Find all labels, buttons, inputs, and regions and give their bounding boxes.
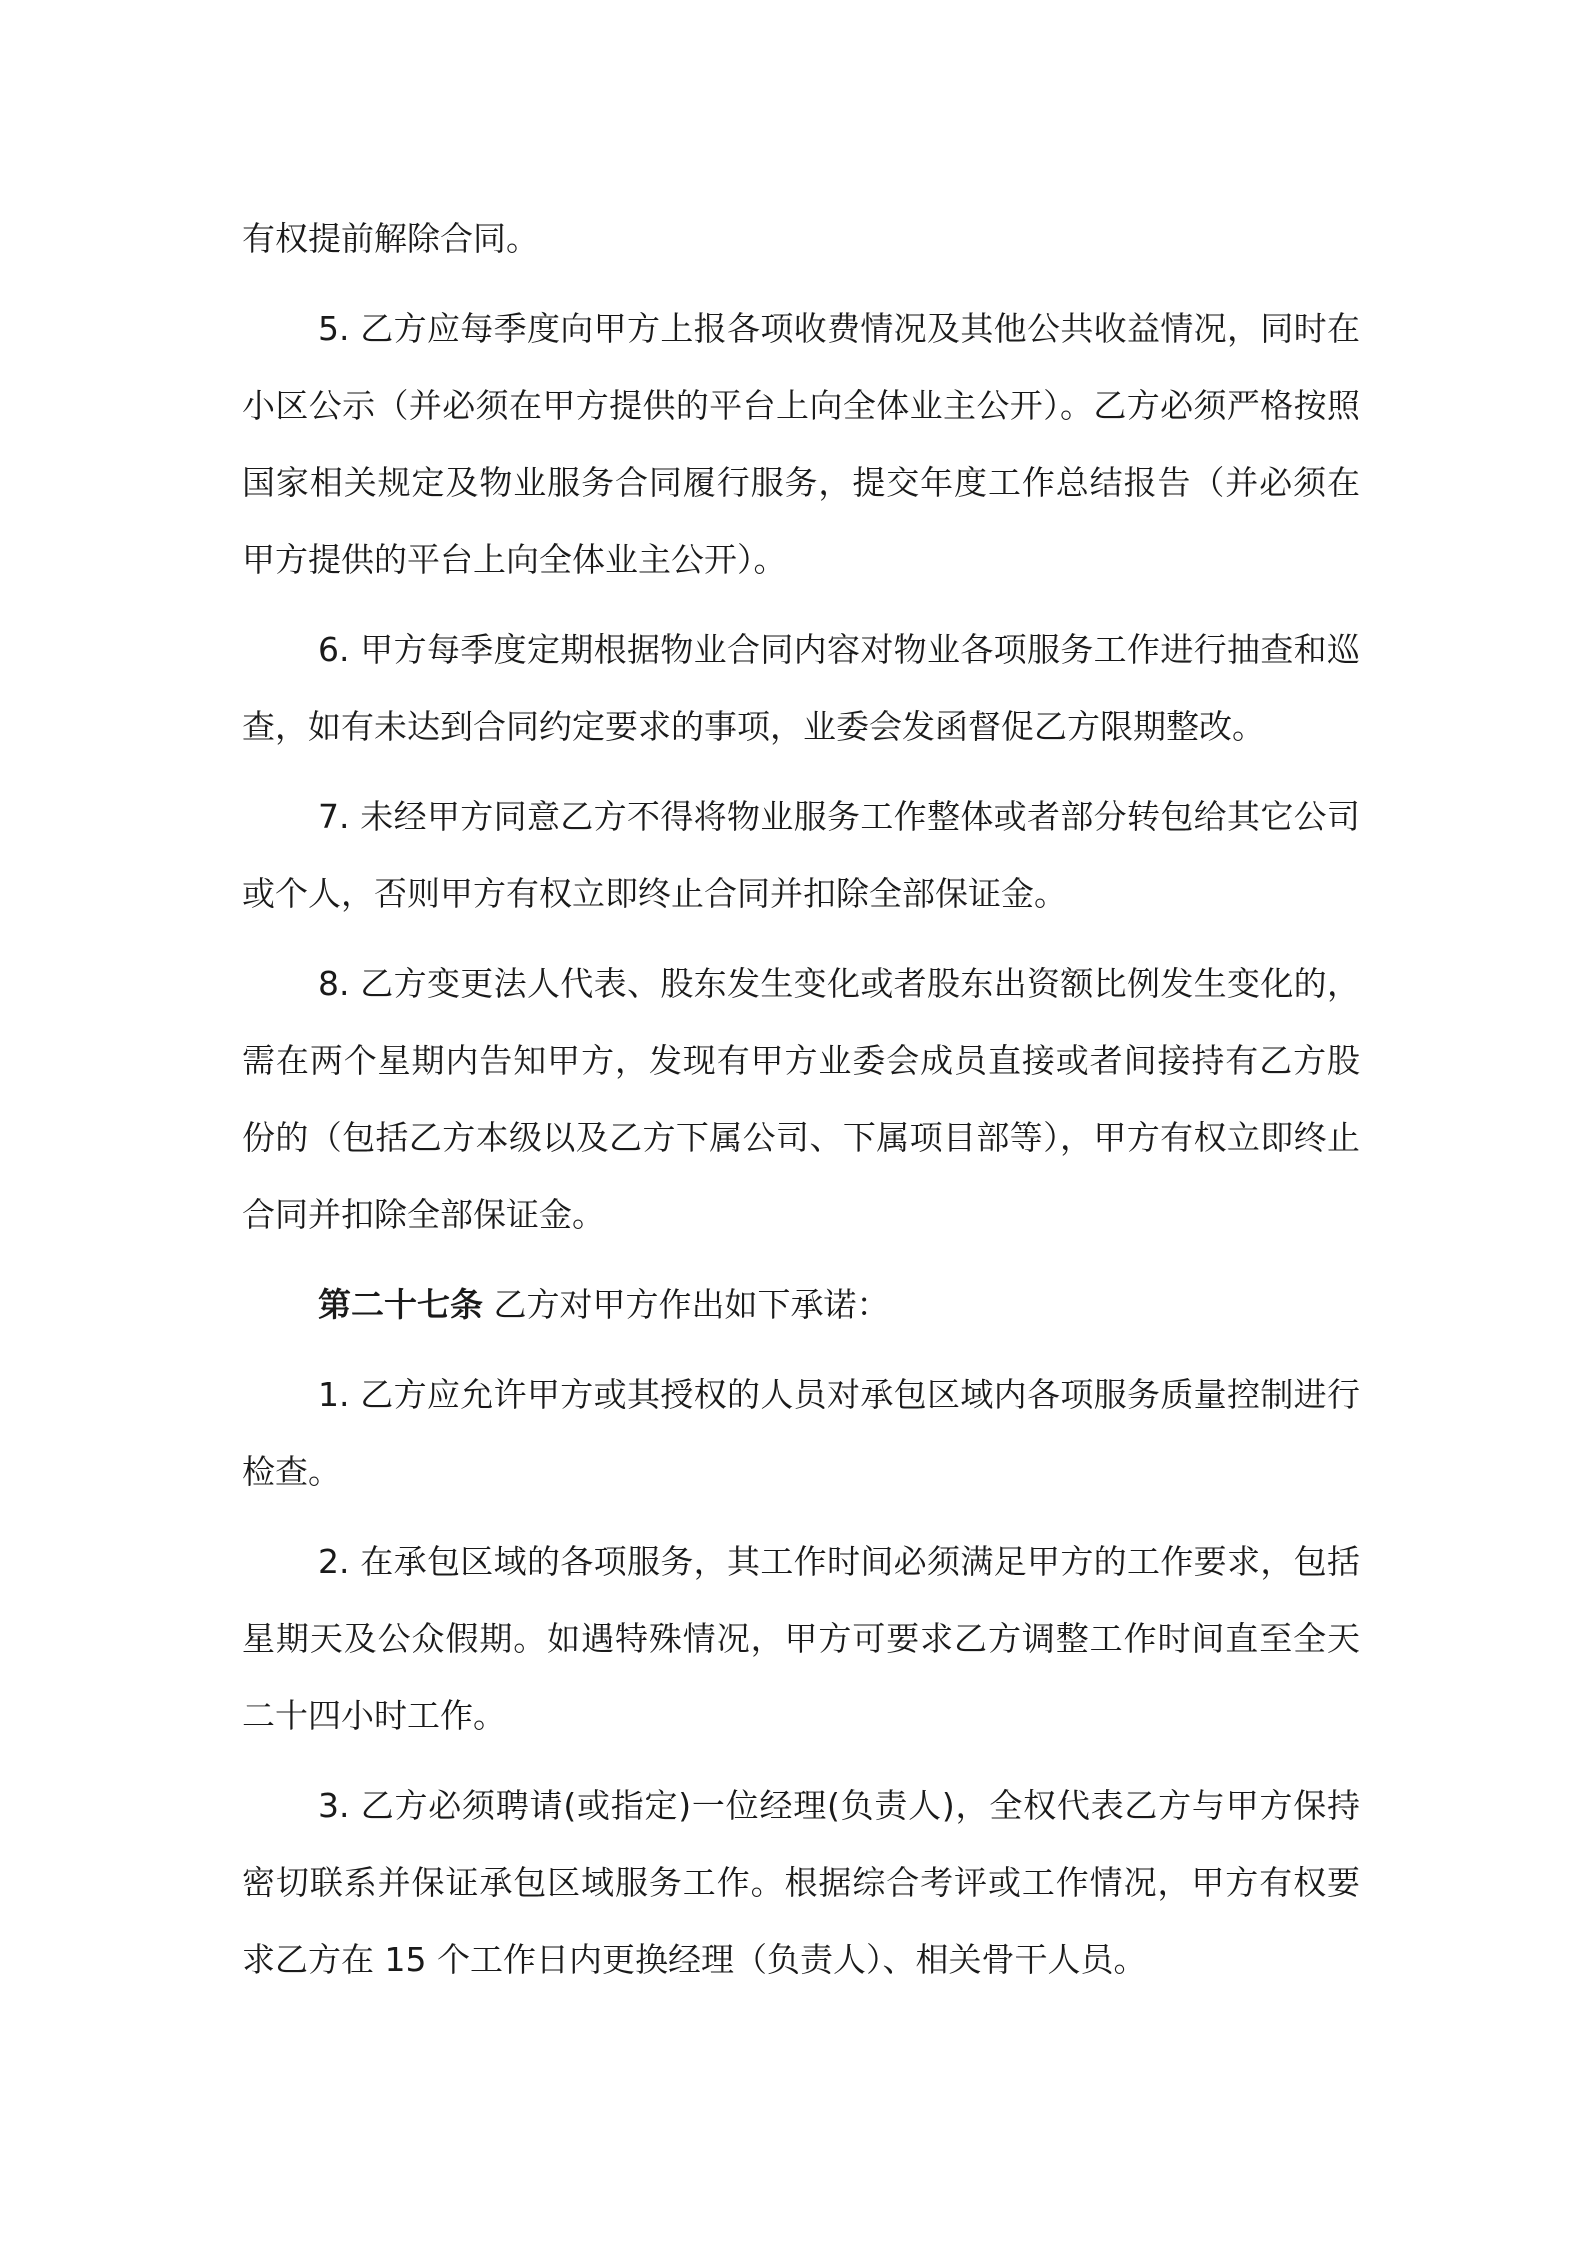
commitment-item-2: 2. 在承包区域的各项服务，其工作时间必须满足甲方的工作要求，包括星期天及公众假期。如遇特殊情况，甲方可要求乙方调整工作时间直至全天二十四小时工作。 xyxy=(242,1542,1360,1735)
commitment-item-1: 1. 乙方应允许甲方或其授权的人员对承包区域内各项服务质量控制进行检查。 xyxy=(242,1375,1360,1491)
paragraph-continuation: 有权提前解除合同。 xyxy=(242,219,539,258)
clause-item-5: 5. 乙方应每季度向甲方上报各项收费情况及其他公共收益情况，同时在小区公示（并必须在甲方提供的平台上向全体业主公开）。乙方必须严格按照国家相关规定及物业服务合同履行服务，提交年度工作总结报告（并必须在甲方提供的平台上向全体业主公开）。 xyxy=(242,309,1360,579)
article-heading: 第二十七条 xyxy=(318,1285,483,1324)
clause-item-6: 6. 甲方每季度定期根据物业合同内容对物业各项服务工作进行抽查和巡查，如有未达到合同约定要求的事项，业委会发函督促乙方限期整改。 xyxy=(242,630,1360,746)
document-body xyxy=(242,200,1360,1998)
clause-item-7: 7. 未经甲方同意乙方不得将物业服务工作整体或者部分转包给其它公司或个人，否则甲方有权立即终止合同并扣除全部保证金。 xyxy=(242,797,1360,913)
commitment-item-3: 3. 乙方必须聘请(或指定)一位经理(负责人)，全权代表乙方与甲方保持密切联系并保证承包区域服务工作。根据综合考评或工作情况，甲方有权要求乙方在 15 个工作日内更换经理（负责人）、相关骨干人员。 xyxy=(242,1786,1360,1979)
article-text: 乙方对甲方作出如下承诺： xyxy=(483,1285,890,1324)
article-27 xyxy=(242,1266,1360,1343)
clause-item-8: 8. 乙方变更法人代表、股东发生变化或者股东出资额比例发生变化的，需在两个星期内告知甲方，发现有甲方业委会成员直接或者间接持有乙方股份的（包括乙方本级以及乙方下属公司、下属项目部等），甲方有权立即终止合同并扣除全部保证金。 xyxy=(242,964,1360,1234)
